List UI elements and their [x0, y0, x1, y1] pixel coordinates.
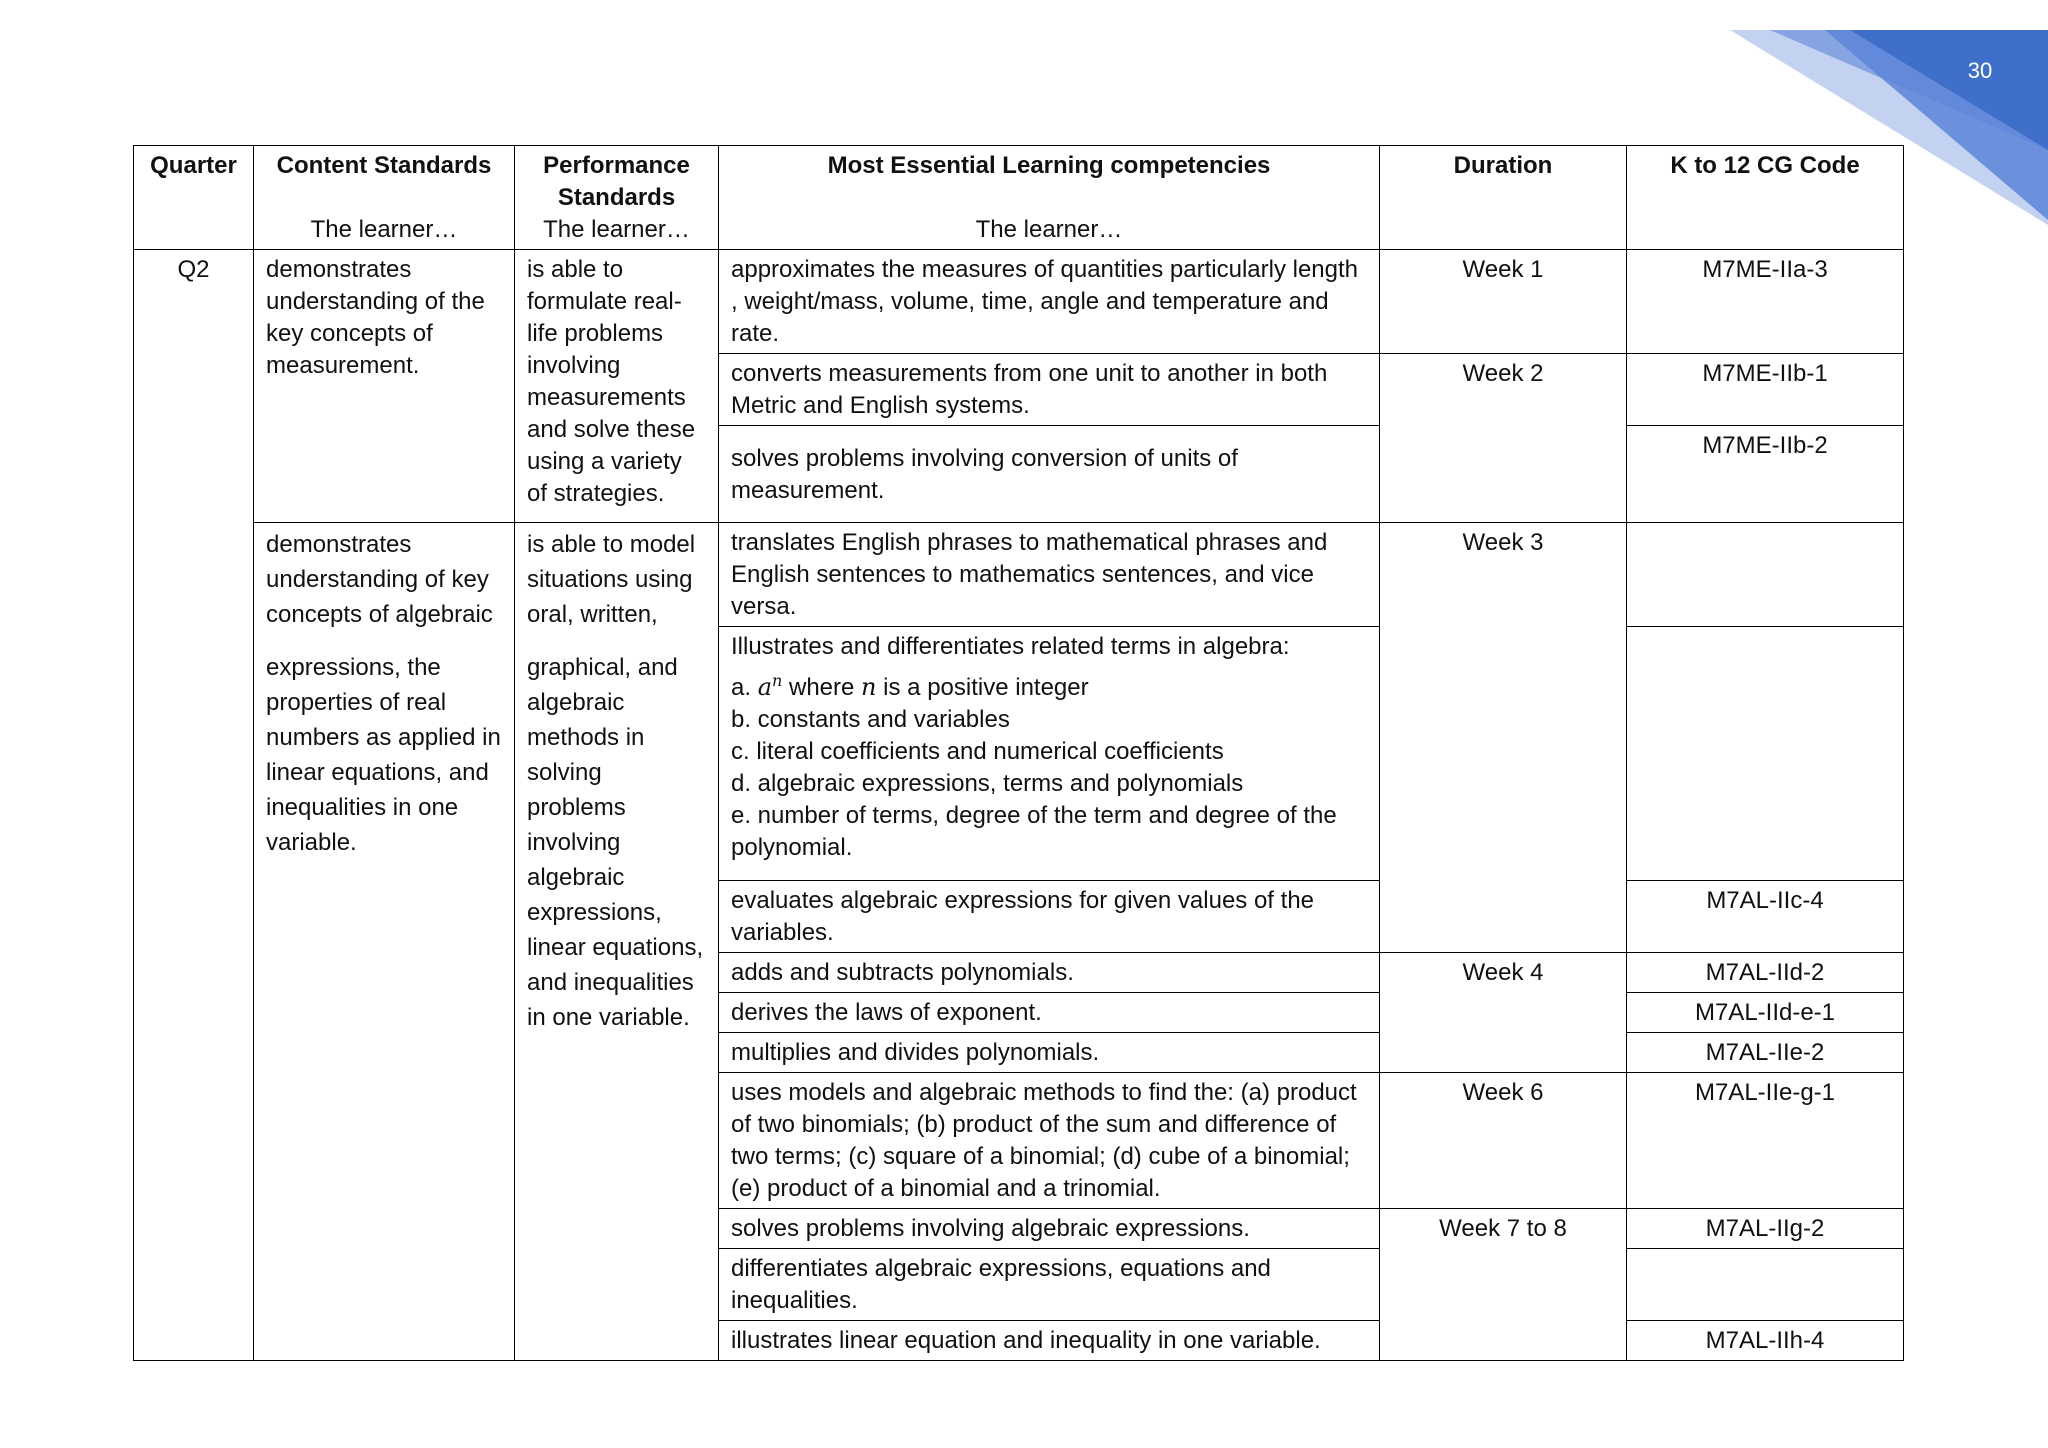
competency-item-a: a. $a^n$ where n is a positive integer [731, 671, 1089, 701]
competency-cell: solves problems involving algebraic expressions. [719, 1209, 1380, 1249]
competency-cell: multiplies and divides polynomials. [719, 1033, 1380, 1073]
competency-cell: illustrates linear equation and inequality in one variable. [719, 1321, 1380, 1361]
code-cell: M7AL-IId-e-1 [1627, 993, 1904, 1033]
competency-cell: evaluates algebraic expressions for given values of the variables. [719, 881, 1380, 953]
melc-table [133, 145, 1904, 1361]
header-row [134, 146, 1904, 250]
competency-cell: solves problems involving conversion of units of measurement. [719, 426, 1380, 523]
competency-cell: approximates the measures of quantities particularly length , weight/mass, volume, time, angle and temperature and rate. [719, 250, 1380, 354]
content-standard-measurement: demonstrates understanding of the key concepts of measurement. [254, 250, 515, 523]
competency-cell: uses models and algebraic methods to find the: (a) product of two binomials; (b) product of the sum and difference of two terms; (c) square of a binomial; (d) cube of a binomial; (e) product of a binomial and a trinomial. [719, 1073, 1380, 1209]
performance-standard-algebra-part2: graphical, and algebraic methods in solving problems involving algebraic expressions, linear equations, and inequalities in one variable. [527, 654, 704, 1031]
quarter-cell: Q2 [134, 250, 254, 1361]
header-duration: Duration [1380, 146, 1627, 250]
code-cell: M7AL-IIe-2 [1627, 1033, 1904, 1073]
code-cell [1627, 627, 1904, 881]
header-performance-standards: Performance Standards The learner… [515, 146, 719, 250]
header-content-standards-sub: The learner… [310, 216, 458, 243]
content-standard-algebra-part1: demonstrates understanding of key concepts of algebraic [266, 531, 493, 628]
competency-cell: translates English phrases to mathematical phrases and English sentences to mathematics sentences, and vice versa. [719, 523, 1380, 627]
performance-standard-algebra [515, 523, 719, 1361]
duration-cell: Week 1 [1380, 250, 1627, 354]
header-competencies-sub: The learner… [975, 216, 1123, 243]
competency-item-b: b. constants and variables [731, 706, 1010, 733]
duration-cell: Week 4 [1380, 953, 1627, 1073]
header-performance-standards-sub: The learner… [543, 216, 690, 243]
code-cell: M7AL-IIc-4 [1627, 881, 1904, 953]
competency-cell-terms [719, 627, 1380, 881]
header-competencies: Most Essential Learning competencies The learner… [719, 146, 1380, 250]
competency-cell: converts measurements from one unit to another in both Metric and English systems. [719, 354, 1380, 426]
competency-cell: differentiates algebraic expressions, equations and inequalities. [719, 1249, 1380, 1321]
content-standard-algebra-part2: expressions, the properties of real numbers as applied in linear equations, and inequalities in one variable. [266, 654, 501, 856]
duration-cell: Week 6 [1380, 1073, 1627, 1209]
header-content-standards: Content Standards The learner… [254, 146, 515, 250]
code-cell: M7ME-IIa-3 [1627, 250, 1904, 354]
table-row [134, 250, 1904, 354]
code-cell: M7AL-IIh-4 [1627, 1321, 1904, 1361]
competency-cell: derives the laws of exponent. [719, 993, 1380, 1033]
performance-standard-algebra-part1: is able to model situations using oral, written, [527, 531, 696, 628]
duration-cell: Week 3 [1380, 523, 1627, 953]
competency-item-d: d. algebraic expressions, terms and polynomials [731, 770, 1244, 797]
header-code: K to 12 CG Code [1627, 146, 1904, 250]
code-cell [1627, 523, 1904, 627]
code-cell: M7AL-IIg-2 [1627, 1209, 1904, 1249]
duration-cell: Week 7 to 8 [1380, 1209, 1627, 1361]
competency-item-e: e. number of terms, degree of the term and degree of the polynomial. [731, 802, 1337, 861]
competency-item-c: c. literal coefficients and numerical coefficients [731, 738, 1224, 765]
page-number: 30 [1967, 58, 1993, 83]
code-cell: M7ME-IIb-2 [1627, 426, 1904, 523]
code-cell: M7AL-IIe-g-1 [1627, 1073, 1904, 1209]
duration-cell: Week 2 [1380, 354, 1627, 523]
table-row [134, 523, 1904, 627]
code-cell: M7ME-IIb-1 [1627, 354, 1904, 426]
performance-standard-measurement: is able to formulate real-life problems involving measurements and solve these using a variety of strategies. [515, 250, 719, 523]
competency-cell: adds and subtracts polynomials. [719, 953, 1380, 993]
header-quarter: Quarter [134, 146, 254, 250]
code-cell: M7AL-IId-2 [1627, 953, 1904, 993]
content-standard-algebra [254, 523, 515, 1361]
competency-intro: Illustrates and differentiates related terms in algebra: [731, 633, 1290, 660]
code-cell [1627, 1249, 1904, 1321]
